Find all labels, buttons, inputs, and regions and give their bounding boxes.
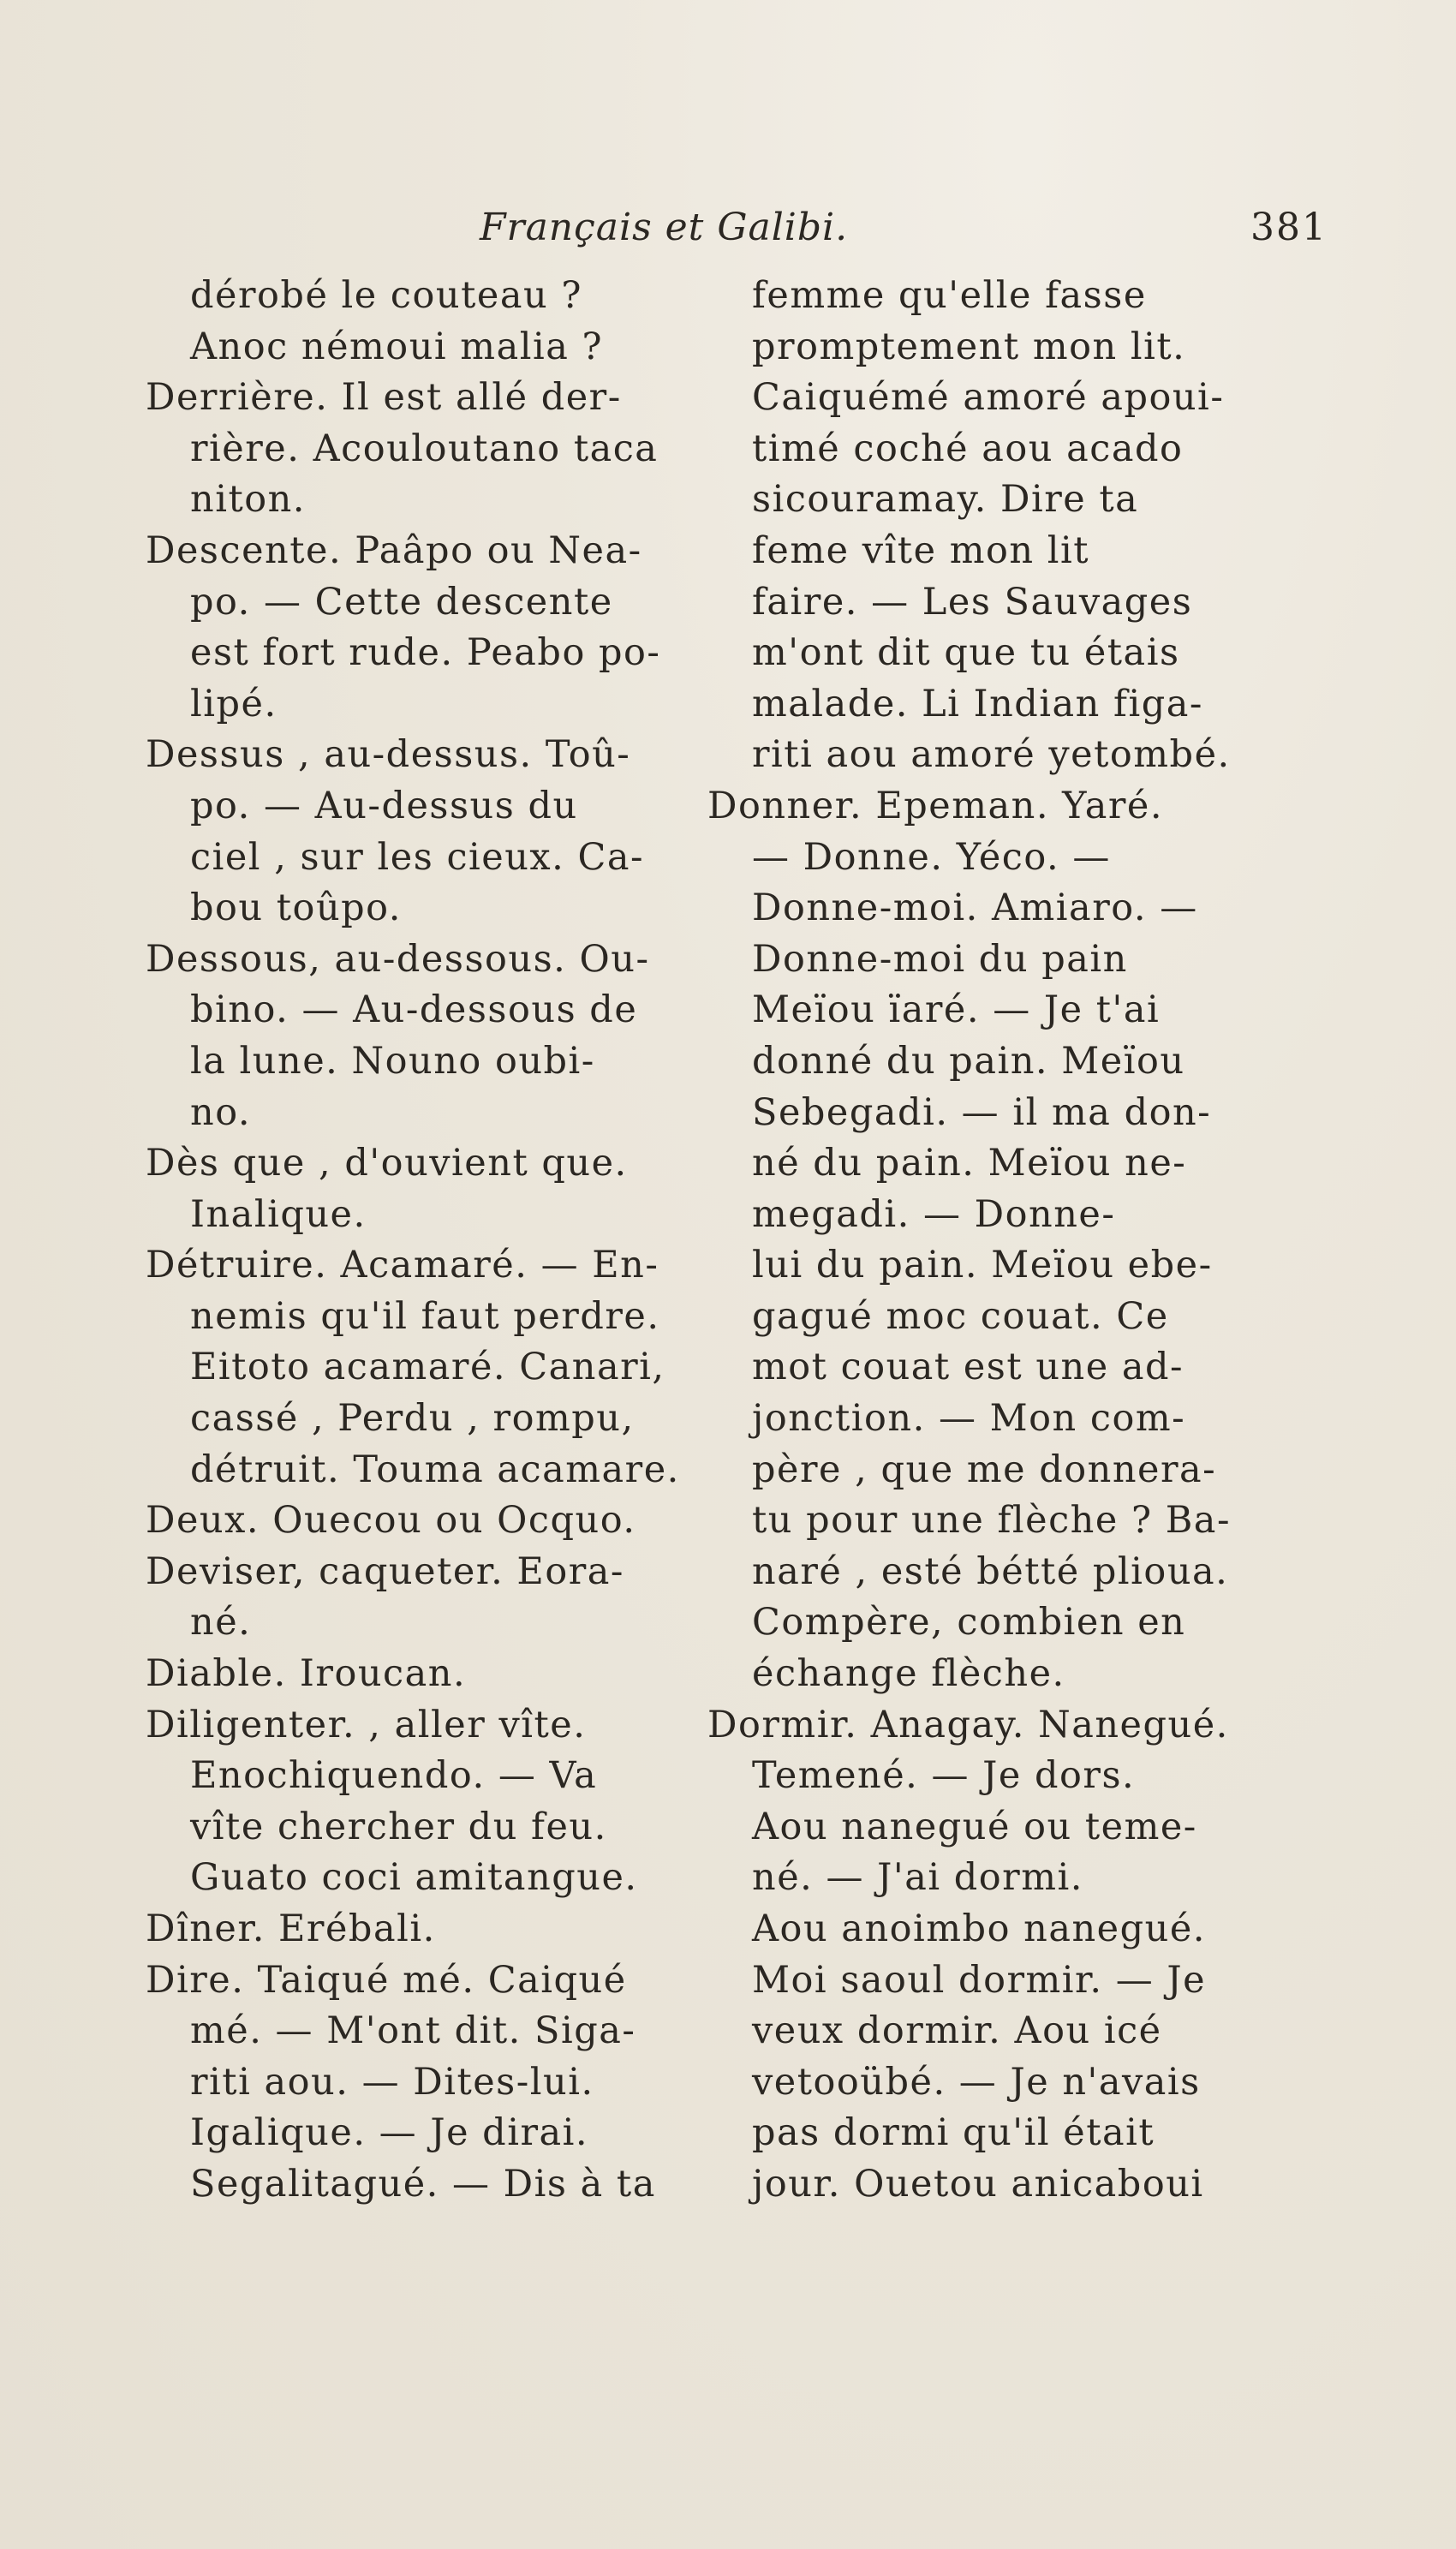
- text-line: gagué moc couat. Ce: [752, 1294, 1169, 1338]
- entry-headword-line: Descente. Paâpo ou Nea-: [146, 528, 642, 572]
- text-line: malade. Li Indian figa-: [752, 682, 1203, 725]
- text-line: père , que me donnera-: [752, 1448, 1217, 1491]
- text-line: né.: [190, 1601, 252, 1645]
- text-line: Enochiquendo. — Va: [190, 1754, 598, 1798]
- text-line: échange flèche.: [752, 1652, 1065, 1696]
- text-line: vîte chercher du feu.: [190, 1805, 607, 1848]
- text-line: pas dormi qu'il était: [752, 2111, 1155, 2155]
- text-line: Inalique.: [190, 1192, 367, 1236]
- page-number: 381: [1250, 206, 1328, 249]
- text-line: promptement mon lit.: [752, 325, 1186, 368]
- entry-headword-line: Détruire. Acamaré. — En-: [146, 1244, 659, 1287]
- right-column: [707, 271, 1252, 2211]
- text-line: riti aou. — Dites-lui.: [190, 2060, 594, 2104]
- text-line: Aou anoimbo nanegué.: [752, 1907, 1206, 1950]
- text-line: femme qu'elle fasse: [752, 274, 1147, 317]
- entry-headword-line: Donner. Epeman. Yaré.: [707, 784, 1164, 827]
- entry-headword-line: Deviser, caqueter. Eora-: [146, 1549, 624, 1593]
- text-line: po. — Au-dessus du: [190, 784, 578, 827]
- entry-headword-line: Dire. Taiqué mé. Caiqué: [146, 1958, 627, 2002]
- entry-headword-line: Derrière. Il est allé der-: [146, 376, 622, 420]
- text-line: la lune. Nouno oubi-: [190, 1039, 595, 1083]
- entry-headword-line: Dîner. Erébali.: [146, 1907, 436, 1950]
- text-line: jonction. — Mon com-: [752, 1397, 1186, 1441]
- text-line: riti aou amoré yetombé.: [752, 733, 1231, 777]
- text-line: est fort rude. Peabo po-: [190, 631, 661, 675]
- entry-headword-line: Diable. Iroucan.: [146, 1652, 467, 1696]
- entry-headword-line: Dormir. Anagay. Nanegué.: [707, 1703, 1229, 1746]
- text-line: sicouramay. Dire ta: [752, 478, 1139, 522]
- text-line: tu pour une flèche ? Ba-: [752, 1499, 1231, 1543]
- text-line: Guato coci amitangue.: [190, 1856, 638, 1900]
- text-line: timé coché aou acado: [752, 427, 1184, 470]
- text-line: ciel , sur les cieux. Ca-: [190, 835, 645, 879]
- text-line: po. — Cette descente: [190, 580, 613, 624]
- text-line: Donne-moi du pain: [752, 937, 1128, 981]
- text-line: niton.: [190, 478, 306, 522]
- text-line: Donne-moi. Amiaro. —: [752, 886, 1198, 930]
- text-line: megadi. — Donne-: [752, 1192, 1116, 1236]
- entry-headword-line: Dessous, au-dessous. Ou-: [146, 937, 650, 981]
- text-line: bino. — Au-dessous de: [190, 988, 638, 1032]
- running-header: [480, 197, 1328, 266]
- text-line: lui du pain. Meïou ebe-: [752, 1244, 1213, 1287]
- text-line: vetooübé. — Je n'avais: [752, 2060, 1201, 2104]
- text-line: dérobé le couteau ?: [190, 274, 582, 317]
- text-line: Meïou ïaré. — Je t'ai: [752, 988, 1161, 1032]
- text-line: bou toûpo.: [190, 886, 402, 930]
- text-line: né. — J'ai dormi.: [752, 1856, 1083, 1900]
- entry-headword-line: Dessus , au-dessus. Toû-: [146, 733, 631, 777]
- text-line: Anoc némoui malia ?: [190, 325, 604, 368]
- text-line: Aou nanegué ou teme-: [752, 1805, 1197, 1848]
- text-line: — Donne. Yéco. —: [752, 835, 1111, 879]
- text-line: Sebegadi. — il ma don-: [752, 1090, 1212, 1134]
- text-line: faire. — Les Sauvages: [752, 580, 1193, 624]
- text-line: Temené. — Je dors.: [752, 1754, 1136, 1798]
- text-line: no.: [190, 1090, 251, 1134]
- text-line: mé. — M'ont dit. Siga-: [190, 2009, 636, 2053]
- text-line: nemis qu'il faut perdre.: [190, 1294, 660, 1338]
- text-line: rière. Acouloutano taca: [190, 427, 659, 470]
- text-line: donné du pain. Meïou: [752, 1039, 1185, 1083]
- text-line: lipé.: [190, 682, 277, 725]
- text-line: Igalique. — Je dirai.: [190, 2111, 589, 2155]
- text-line: veux dormir. Aou icé: [752, 2009, 1162, 2053]
- text-line: cassé , Perdu , rompu,: [190, 1397, 635, 1441]
- text-line: Compère, combien en: [752, 1601, 1186, 1645]
- text-line: Moi saoul dormir. — Je: [752, 1958, 1207, 2002]
- entry-headword-line: Dès que , d'ouvient que.: [146, 1142, 628, 1185]
- text-line: détruit. Touma acamare.: [190, 1448, 680, 1491]
- text-line: feme vîte mon lit: [752, 528, 1090, 572]
- left-column: [146, 271, 689, 2211]
- entry-headword-line: Deux. Ouecou ou Ocquo.: [146, 1499, 636, 1543]
- text-line: né du pain. Meïou ne-: [752, 1142, 1187, 1185]
- text-line: mot couat est une ad-: [752, 1346, 1184, 1389]
- running-title: Français et Galibi.: [480, 206, 849, 249]
- text-line: Eitoto acamaré. Canari,: [190, 1346, 665, 1389]
- entry-headword-line: Diligenter. , aller vîte.: [146, 1703, 587, 1746]
- text-line: m'ont dit que tu étais: [752, 631, 1180, 675]
- text-line: jour. Ouetou anicaboui: [752, 2162, 1204, 2206]
- text-line: Caiquémé amoré apoui-: [752, 376, 1225, 420]
- text-line: Segalitagué. — Dis à ta: [190, 2162, 656, 2206]
- text-line: naré , esté bétté plioua.: [752, 1549, 1229, 1593]
